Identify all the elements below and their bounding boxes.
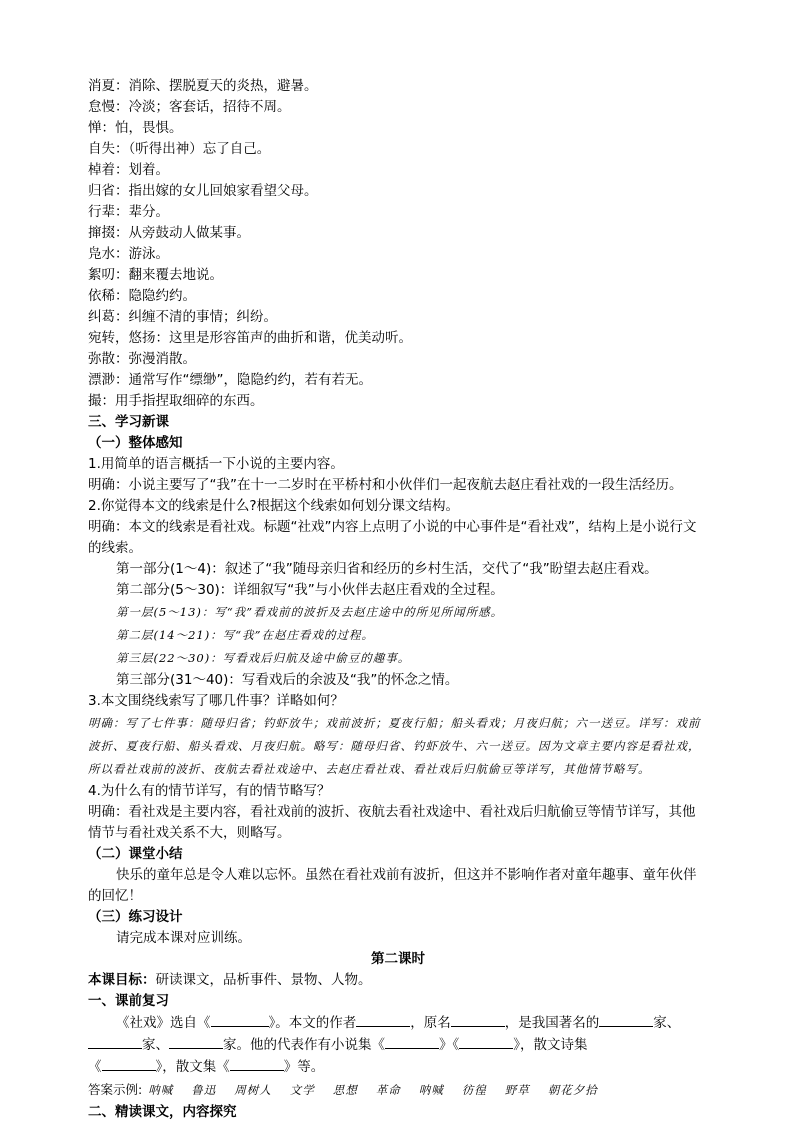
vocab-item: 惮：怕，畏惧。 <box>88 120 183 136</box>
vocab-item: 凫水：游泳。 <box>88 246 169 262</box>
blank <box>230 1056 284 1071</box>
blank <box>88 1034 142 1049</box>
answer: 明确：看社戏是主要内容，看社戏前的波折、夜航去看社戏途中、看社戏后归航偷豆等情节详写，其他情节与看社戏关系不大，则略写。 <box>88 804 696 841</box>
subsection-heading: （一）整体感知 <box>88 435 183 451</box>
answer-word: 呐喊 <box>418 1083 444 1097</box>
practice-text: 请完成本课对应训练。 <box>116 930 251 946</box>
answer-word: 彷徨 <box>461 1083 487 1097</box>
question: 1.用简单的语言概括一下小说的主要内容。 <box>88 456 344 472</box>
answer: 明确：小说主要写了“我”在十一二岁时在平桥村和小伙伴们一起夜航去赵庄看社戏的一段生活经历。 <box>88 477 683 493</box>
section-heading: 二、精读课文，内容探究 <box>88 1104 237 1120</box>
answer-word: 野草 <box>504 1083 530 1097</box>
fill-text: 家。他的代表作有小说集《 <box>223 1037 385 1053</box>
vocab-item: 纠葛：纠缠不清的事情；纠纷。 <box>88 309 277 325</box>
structure-part: 第一部分(1～4)：叙述了“我”随母亲归省和经历的乡村生活，交代了“我”盼望去赵庄看戏。 <box>116 561 658 577</box>
vocab-item: 漂渺：通常写作“缥缈”，隐隐约约，若有若无。 <box>88 372 372 388</box>
fill-blank-line <box>88 1012 708 1034</box>
blank <box>102 1056 156 1071</box>
structure-part: 第三部分(31～40)：写看戏后的余波及“我”的怀念之情。 <box>116 672 459 688</box>
answer-word: 文学 <box>289 1083 315 1097</box>
answer-word: 革命 <box>375 1083 401 1097</box>
vocab-item: 撺掇：从旁鼓动人做某事。 <box>88 225 250 241</box>
fill-text: 》。本文的作者 <box>268 1015 357 1031</box>
vocab-item: 怠慢：冷淡；客套话，招待不周。 <box>88 99 291 115</box>
fill-text: 》，散文诗集 <box>513 1037 588 1053</box>
blank <box>356 1012 410 1027</box>
vocab-item: 依稀：隐隐约约。 <box>88 288 196 304</box>
fill-text: 家、 <box>142 1037 169 1053</box>
structure-layer: 第二层(14～21)：写“我”在赵庄看戏的过程。 <box>116 628 374 642</box>
structure-layer: 第一层(5～13)：写“我”看戏前的波折及去赵庄途中的所见所闻所感。 <box>116 605 504 619</box>
subsection-heading: （三）练习设计 <box>88 909 183 925</box>
fill-text: ，是我国著名的 <box>504 1015 600 1031</box>
answer-word: 呐喊 <box>148 1083 174 1097</box>
fill-text: 《社戏》选自《 <box>116 1015 211 1031</box>
section-heading: 三、学习新课 <box>88 414 169 430</box>
goal-text: 研读课文，品析事件、景物、人物。 <box>155 972 372 988</box>
answer-word: 鲁迅 <box>191 1083 217 1097</box>
fill-blank-line <box>88 1056 708 1078</box>
vocab-item: 撮：用手指捏取细碎的东西。 <box>88 393 264 409</box>
fill-blank-line <box>88 1034 708 1056</box>
question: 4.为什么有的情节详写，有的情节略写？ <box>88 783 331 799</box>
vocab-item: 消夏：消除、摆脱夏天的炎热，避暑。 <box>88 78 318 94</box>
fill-text: 《 <box>88 1059 102 1075</box>
vocab-item: 行辈：辈分。 <box>88 204 169 220</box>
subsection-heading: （二）课堂小结 <box>88 846 183 862</box>
answer-word: 周树人 <box>234 1083 272 1097</box>
section-heading: 一、课前复习 <box>88 993 169 1009</box>
answer: 明确：本文的线索是看社戏。标题“社戏”内容上点明了小说的中心事件是“看社戏”，结构上是小说行文的线索。 <box>88 519 697 556</box>
vocab-list <box>88 76 708 412</box>
blank <box>169 1034 223 1049</box>
structure-part: 第二部分(5～30)：详细叙写“我”与小伙伴去赵庄看戏的全过程。 <box>116 582 504 598</box>
summary-text: 快乐的童年总是令人难以忘怀。虽然在看社戏前有波折，但这并不影响作者对童年趣事、童年伙伴的回忆！ <box>88 867 697 904</box>
blank <box>451 1012 505 1027</box>
answer-label: 答案示例: <box>88 1082 143 1097</box>
question: 2.你觉得本文的线索是什么?根据这个线索如何划分课文结构。 <box>88 498 460 514</box>
answer-examples <box>88 1078 708 1102</box>
fill-text: 》《 <box>439 1037 460 1053</box>
vocab-item: 归省：指出嫁的女儿回娘家看望父母。 <box>88 183 318 199</box>
lesson-title: 第二课时 <box>371 951 425 967</box>
fill-text: 》等。 <box>283 1059 325 1075</box>
vocab-item: 棹着：划着。 <box>88 162 169 178</box>
document-page <box>88 76 708 1123</box>
goal-label: 本课目标： <box>88 972 156 988</box>
fill-text: 》，散文集《 <box>155 1059 230 1075</box>
vocab-item: 宛转，悠扬：这里是形容笛声的曲折和谐，优美动听。 <box>88 330 412 346</box>
fill-text: 家、 <box>653 1015 681 1031</box>
blank <box>385 1034 439 1049</box>
vocab-item: 絮叨：翻来覆去地说。 <box>88 267 223 283</box>
blank <box>459 1034 513 1049</box>
fill-text: ，原名 <box>410 1015 451 1031</box>
vocab-item: 弥散：弥漫消散。 <box>88 351 196 367</box>
lesson-goal <box>88 970 708 991</box>
blank <box>211 1012 269 1027</box>
blank <box>599 1012 653 1027</box>
answer-word: 思想 <box>332 1083 358 1097</box>
structure-layer: 第三层(22～30)：写看戏后归航及途中偷豆的趣事。 <box>116 651 411 665</box>
question: 3.本文围绕线索写了哪几件事？详略如何？ <box>88 693 344 709</box>
answer-word: 朝花夕拾 <box>547 1083 598 1097</box>
vocab-item: 自失：（听得出神）忘了自己。 <box>88 141 271 157</box>
answer: 明确：写了七件事：随母归省；钓虾放牛；戏前波折；夏夜行船；船头看戏；月夜归航；六一送豆。详写：戏前波折、夏夜行船、船头看戏、月夜归航。略写：随母归省、钓虾放牛、六一送豆。因为文章主要内容是看社戏，所以看社戏前的波折、夜航去看社戏途中、去赵庄看社戏、看社戏后归航偷豆等详写，其他情节略写。 <box>88 716 701 776</box>
